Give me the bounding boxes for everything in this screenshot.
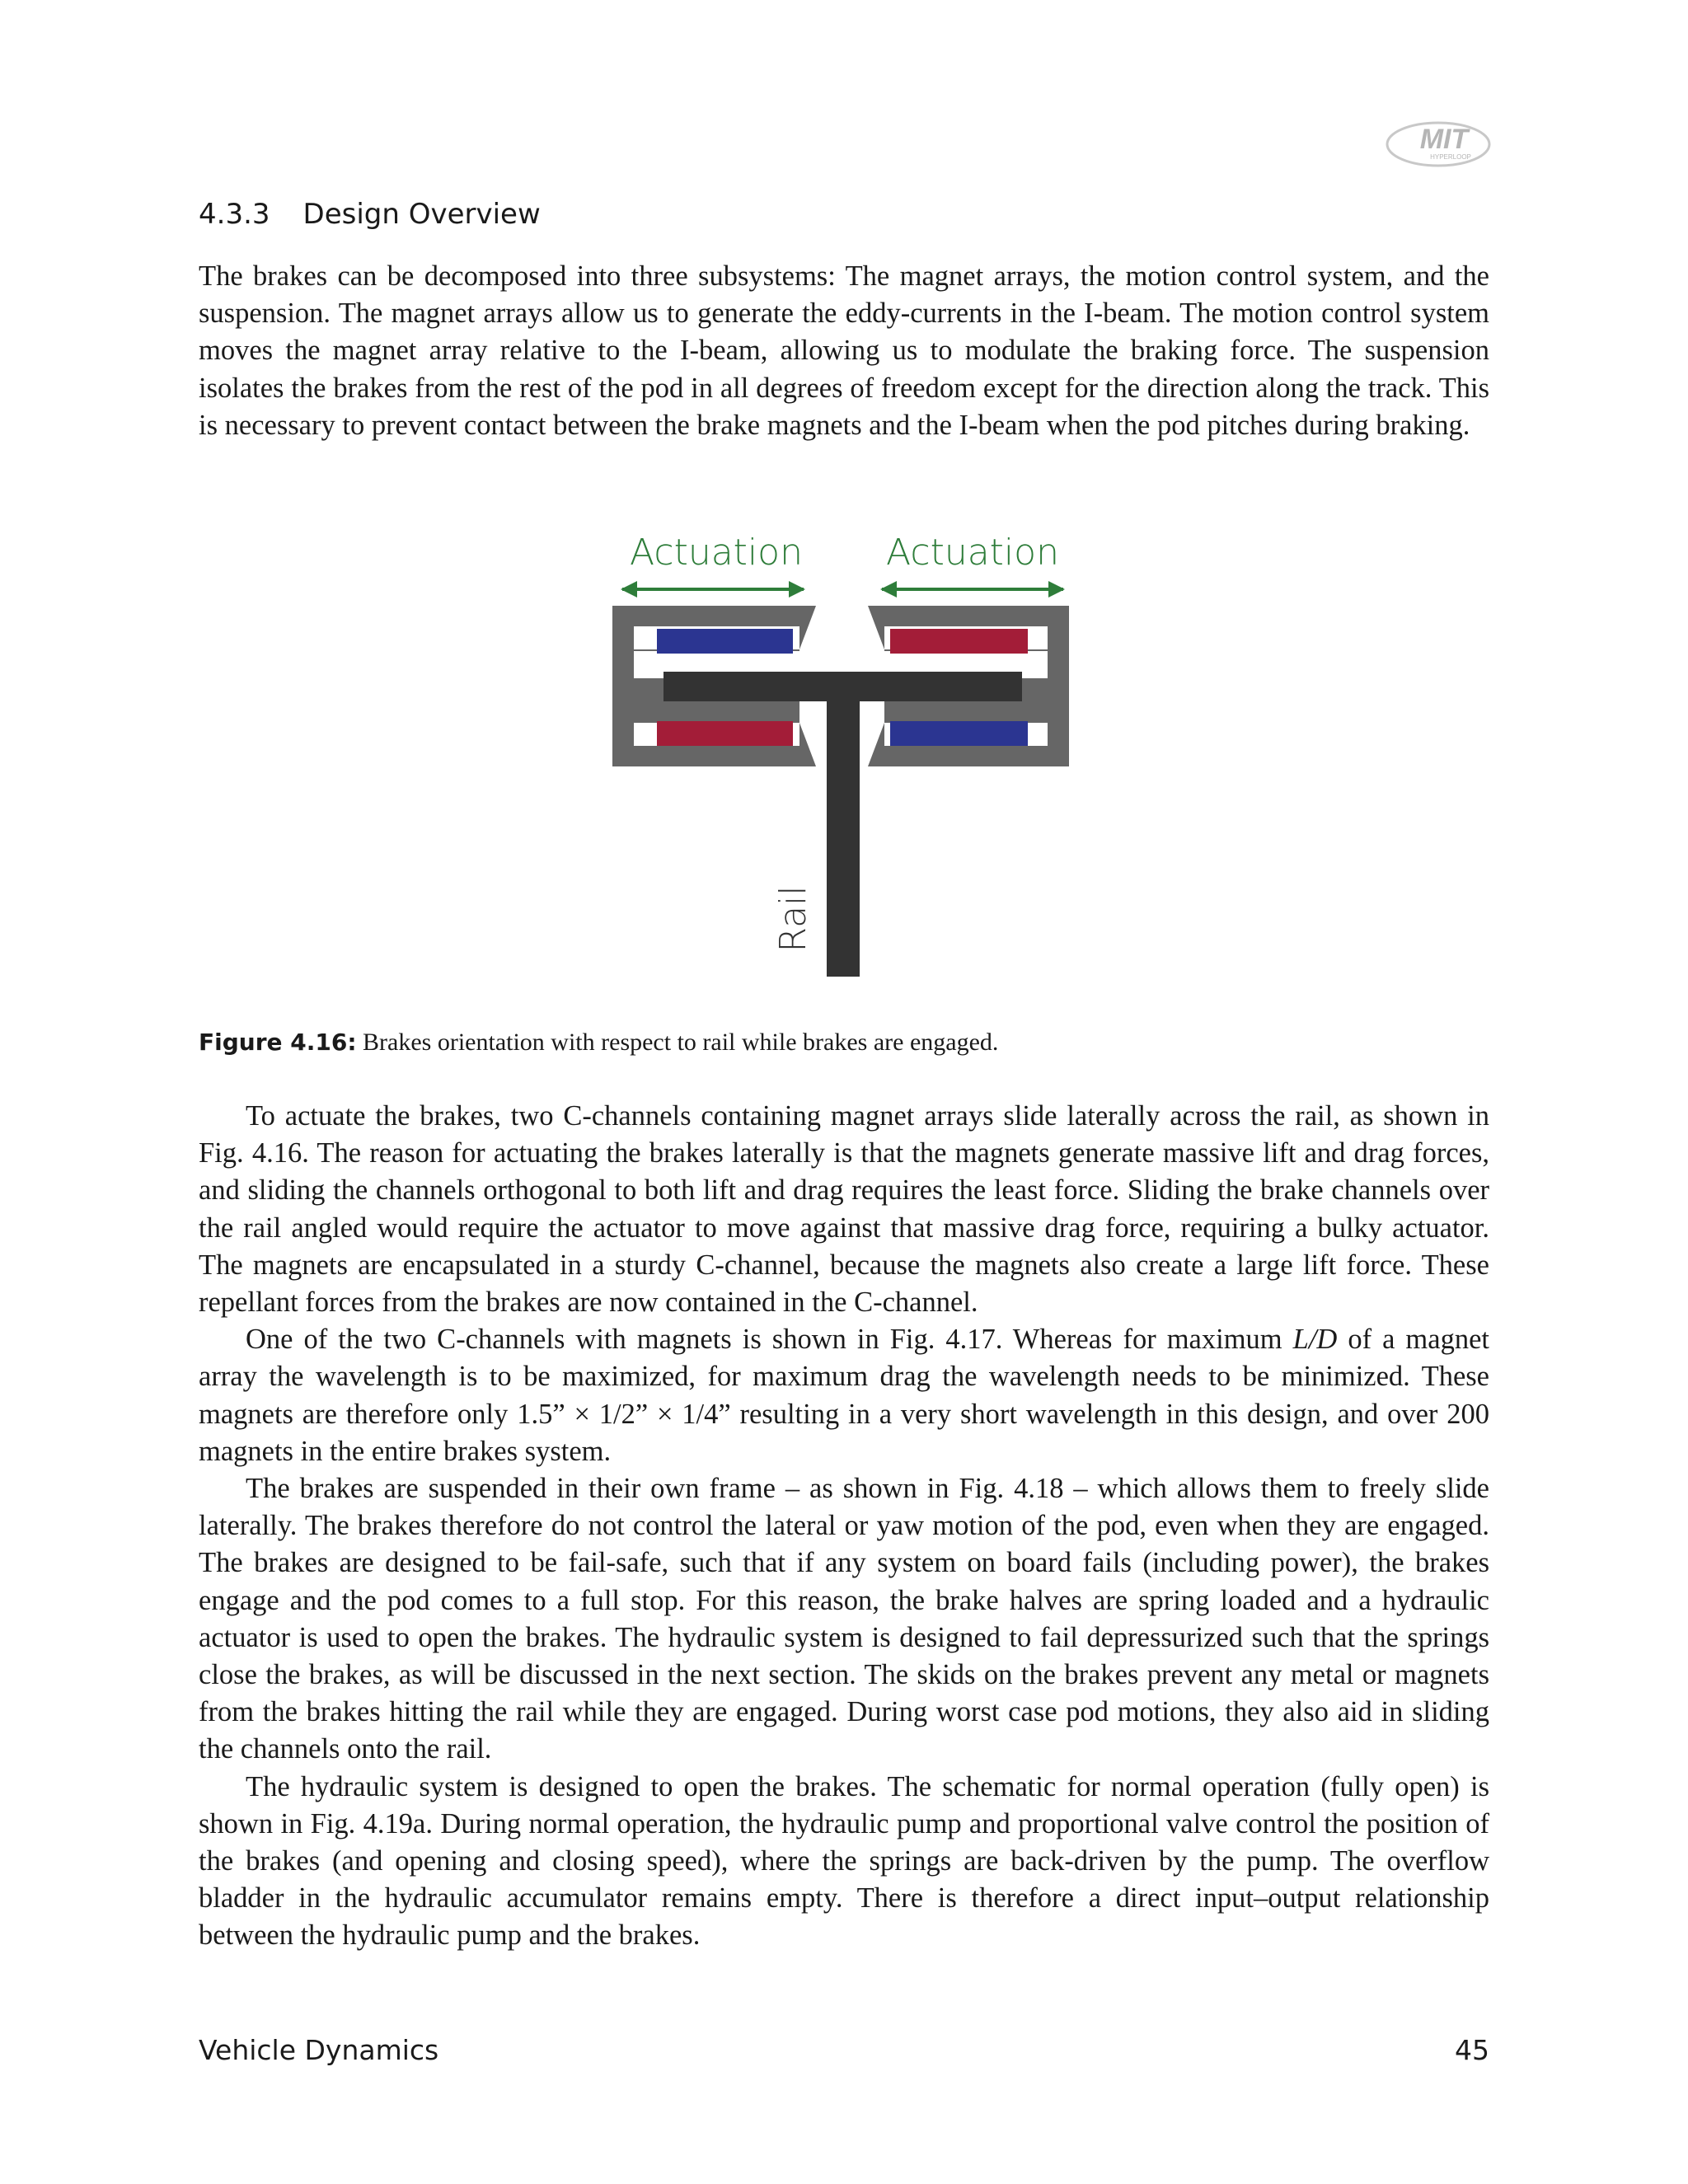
- caption-label: Figure 4.16:: [199, 1029, 357, 1056]
- actuation-label-left: Actuation: [630, 532, 803, 574]
- rail-web: [827, 672, 860, 977]
- footer-chapter: Vehicle Dynamics: [199, 2034, 439, 2066]
- paragraph-4: The hydraulic system is designed to open the brakes. The schematic for normal operation (fully open) is shown in Fig. 4.19a. During normal operation, the hydraulic pump and proportional valve control the position of the brakes (and opening and closing speed), where the springs are back-driven by the pump. The overflow bladder in the hydraulic accumulator remains empty. There is therefore a direct input–output relationship between the hydraulic pump and the brakes.: [199, 1770, 1489, 1952]
- figure-caption: [199, 1029, 998, 1057]
- left-magnet-top: [657, 629, 793, 654]
- logo-text: MIT: [1419, 124, 1469, 155]
- intro-paragraph: The brakes can be decomposed into three subsystems: The magnet arrays, the motion control system, and the suspension. The magnet arrays allow us to generate the eddy-currents in the I-beam. The motion control system moves the magnet array relative to the I-beam, allowing us to modulate the braking force. The suspension isolates the brakes from the rest of the pod in all degrees of freedom except for the direction along the track. This is necessary to prevent contact between the brake magnets and the I-beam when the pod pitches during braking.: [199, 260, 1489, 441]
- intro-text: [199, 258, 1489, 444]
- brakes-diagram: [577, 515, 1104, 981]
- paragraph-3: The brakes are suspended in their own frame – as shown in Fig. 4.18 – which allows them to freely slide laterally. The brakes therefore do not control the lateral or yaw motion of the pod, even when they are engaged. The brakes are designed to be fail-safe, such that if any system on board fails (including power), the brakes engage and the pod comes to a full stop. For this reason, the brake halves are spring loaded and a hydraulic actuator is used to open the brakes. The hydraulic system is designed to fail depressurized such that the springs close the brakes, as will be discussed in the next section. The skids on the brakes prevent any metal or magnets from the brakes hitting the rail while they are engaged. During worst case pod motions, they also aid in sliding the channels onto the rail.: [199, 1473, 1489, 1765]
- left-magnet-bottom: [657, 721, 793, 746]
- caption-text: Brakes orientation with respect to rail while brakes are engaged.: [363, 1029, 999, 1056]
- lift-drag-ratio: L/D: [1292, 1324, 1338, 1356]
- paragraph-2: [199, 1321, 1489, 1470]
- right-magnet-bottom: [890, 721, 1028, 746]
- section-title: Design Overview: [302, 198, 541, 231]
- mit-hyperloop-logo: [1385, 118, 1492, 171]
- actuation-label-right: Actuation: [886, 532, 1059, 574]
- rail-label: Rail: [772, 885, 814, 953]
- page-number: 45: [1455, 2034, 1489, 2066]
- paragraph-2-part-b: of a magnet array the wavelength is to be maximized, for maximum drag the wavelength needs to be minimized. These magnets are therefore only 1.5” × 1/2” × 1/4” resulting in a very short wavelength in this design, and over 200 magnets in the entire brakes system.: [199, 1324, 1489, 1467]
- logo-subtext: HYPERLOOP: [1430, 153, 1471, 161]
- section-heading: [199, 198, 541, 231]
- paragraph-2-part-a: One of the two C-channels with magnets is shown in Fig. 4.17. Whereas for maximum: [246, 1324, 1293, 1356]
- right-magnet-top: [890, 629, 1028, 654]
- main-text: [199, 1098, 1489, 1955]
- section-number: 4.3.3: [199, 198, 270, 231]
- paragraph-1: To actuate the brakes, two C-channels containing magnet arrays slide laterally across the rail, as shown in Fig. 4.16. The reason for actuating the brakes laterally is that the magnets generate massive lift and drag forces, and sliding the channels orthogonal to both lift and drag requires the least force. Sliding the brake channels over the rail angled would require the actuator to move against that massive drag force, requiring a bulky actuator. The magnets are encapsulated in a sturdy C-channel, because the magnets also create a large lift force. These repellant forces from the brakes are now contained in the C-channel.: [199, 1100, 1489, 1319]
